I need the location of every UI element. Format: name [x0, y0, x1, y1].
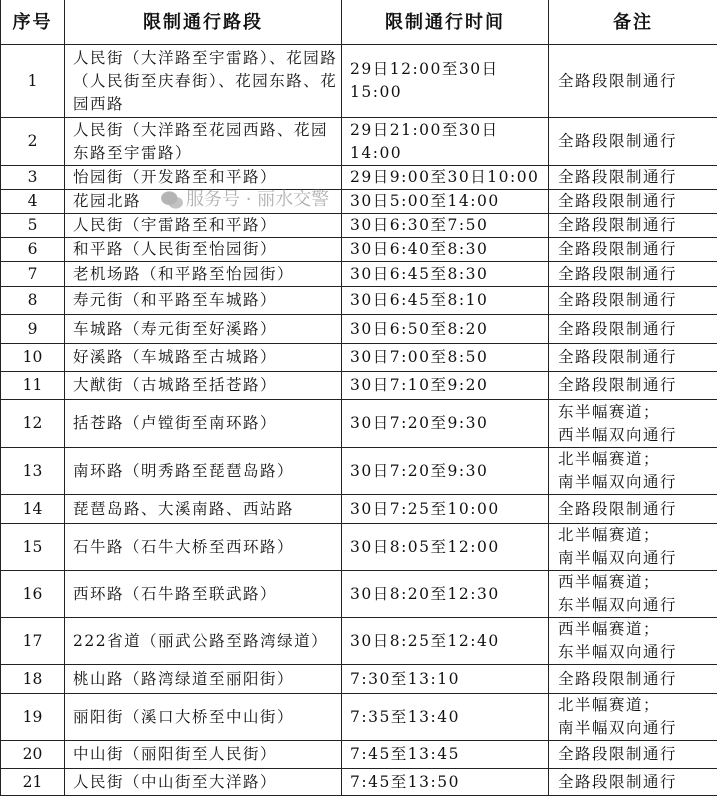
table-row [1, 448, 717, 495]
note-cell [549, 372, 717, 400]
table-row [1, 238, 717, 262]
row-number: 1 [1, 45, 65, 118]
table-row [1, 400, 717, 448]
note-cell [549, 665, 717, 694]
restriction-time: 29日12:00至30日15:00 [342, 45, 549, 118]
table-row [1, 118, 717, 166]
note-line: 东半幅双向通行 [558, 594, 717, 617]
note-line: 南半幅双向通行 [558, 547, 717, 570]
note-line: 西半幅赛道； [558, 618, 717, 641]
note-line: 全路段限制通行 [558, 771, 717, 794]
table-row [1, 571, 717, 618]
header-road: 限制通行路段 [65, 0, 342, 45]
table-row [1, 45, 717, 118]
note-line: 全路段限制通行 [558, 743, 717, 766]
restriction-time: 30日7:25至10:00 [342, 495, 549, 524]
table-row [1, 694, 717, 741]
table-row [1, 190, 717, 214]
row-number: 2 [1, 118, 65, 166]
restriction-time: 7:45至13:50 [342, 769, 549, 796]
road-section: 丽阳街（溪口大桥至中山街） [65, 694, 342, 741]
note-line: 东半幅双向通行 [558, 641, 717, 664]
note-line: 全路段限制通行 [558, 318, 717, 341]
table-row [1, 214, 717, 238]
road-section: 花园北路 [65, 190, 342, 214]
row-number: 12 [1, 400, 65, 448]
row-number: 19 [1, 694, 65, 741]
note-cell [549, 262, 717, 287]
note-cell [549, 118, 717, 166]
road-section: 人民街（宇雷路至和平路） [65, 214, 342, 238]
restriction-time: 7:35至13:40 [342, 694, 549, 741]
note-cell [549, 741, 717, 769]
row-number: 11 [1, 372, 65, 400]
row-number: 14 [1, 495, 65, 524]
restriction-time: 30日6:45至8:10 [342, 287, 549, 315]
road-section: 琵琶岛路、大溪南路、西站路 [65, 495, 342, 524]
note-cell [549, 400, 717, 448]
note-cell [549, 524, 717, 571]
note-line: 全路段限制通行 [558, 346, 717, 369]
note-line: 全路段限制通行 [558, 289, 717, 312]
note-line: 西半幅赛道； [558, 571, 717, 594]
road-section: 好溪路（车城路至古城路） [65, 344, 342, 372]
note-cell [549, 214, 717, 238]
row-number: 9 [1, 315, 65, 344]
note-line: 全路段限制通行 [558, 166, 717, 189]
note-cell [549, 190, 717, 214]
restriction-time: 30日7:00至8:50 [342, 344, 549, 372]
header-no: 序号 [1, 0, 65, 45]
note-line: 全路段限制通行 [558, 668, 717, 691]
table-row [1, 262, 717, 287]
note-line: 全路段限制通行 [558, 263, 717, 286]
restriction-time: 7:30至13:10 [342, 665, 549, 694]
restriction-time: 30日8:20至12:30 [342, 571, 549, 618]
note-line: 西半幅双向通行 [558, 424, 717, 447]
note-line: 南半幅双向通行 [558, 717, 717, 740]
note-line: 北半幅赛道； [558, 694, 717, 717]
header-note: 备注 [549, 0, 717, 45]
row-number: 17 [1, 618, 65, 665]
row-number: 21 [1, 769, 65, 796]
row-number: 6 [1, 238, 65, 262]
note-line: 全路段限制通行 [558, 498, 717, 521]
restriction-time: 30日8:05至12:00 [342, 524, 549, 571]
restriction-time: 30日5:00至14:00 [342, 190, 549, 214]
road-section: 车城路（寿元街至好溪路） [65, 315, 342, 344]
row-number: 15 [1, 524, 65, 571]
note-cell [549, 571, 717, 618]
header-time: 限制通行时间 [342, 0, 549, 45]
header-row [1, 0, 717, 45]
restriction-time: 29日21:00至30日14:00 [342, 118, 549, 166]
row-number: 10 [1, 344, 65, 372]
road-section: 中山街（丽阳街至人民街） [65, 741, 342, 769]
road-section: 怡园街（开发路至和平路） [65, 166, 342, 190]
road-section: 括苍路（卢镗街至南环路） [65, 400, 342, 448]
note-cell [549, 448, 717, 495]
table-row [1, 769, 717, 796]
note-line: 全路段限制通行 [558, 190, 717, 213]
row-number: 4 [1, 190, 65, 214]
restriction-time: 30日7:20至9:30 [342, 400, 549, 448]
road-section: 人民街（大洋路至花园西路、花园东路至宇雷路） [65, 118, 342, 166]
note-cell [549, 45, 717, 118]
note-line: 北半幅赛道； [558, 524, 717, 547]
note-line: 全路段限制通行 [558, 374, 717, 397]
row-number: 5 [1, 214, 65, 238]
road-section: 桃山路（路湾绿道至丽阳街） [65, 665, 342, 694]
note-cell [549, 769, 717, 796]
table-row [1, 287, 717, 315]
row-number: 20 [1, 741, 65, 769]
restriction-time: 30日7:20至9:30 [342, 448, 549, 495]
table-row [1, 315, 717, 344]
row-number: 8 [1, 287, 65, 315]
table-row [1, 665, 717, 694]
road-section: 寿元街（和平路至车城路） [65, 287, 342, 315]
table-row [1, 344, 717, 372]
watermark-text: 服务号 · 丽水交警 [186, 189, 329, 211]
note-line: 北半幅赛道； [558, 448, 717, 471]
restriction-time: 30日6:50至8:20 [342, 315, 549, 344]
table-row [1, 524, 717, 571]
row-number: 16 [1, 571, 65, 618]
note-line: 南半幅双向通行 [558, 471, 717, 494]
note-cell [549, 344, 717, 372]
table-row [1, 618, 717, 665]
road-section: 和平路（人民街至怡园街） [65, 238, 342, 262]
road-section: 石牛路（石牛大桥至西环路） [65, 524, 342, 571]
restriction-time: 30日6:45至8:30 [342, 262, 549, 287]
note-cell [549, 287, 717, 315]
note-cell [549, 495, 717, 524]
note-cell [549, 315, 717, 344]
note-cell [549, 694, 717, 741]
note-line: 全路段限制通行 [558, 70, 717, 93]
table-row [1, 495, 717, 524]
row-number: 7 [1, 262, 65, 287]
note-cell [549, 238, 717, 262]
road-section: 老机场路（和平路至怡园街） [65, 262, 342, 287]
restriction-time: 7:45至13:45 [342, 741, 549, 769]
note-line: 全路段限制通行 [558, 214, 717, 237]
table-row [1, 166, 717, 190]
note-line: 东半幅赛道； [558, 401, 717, 424]
road-section: 大猷街（古城路至括苍路） [65, 372, 342, 400]
table-row [1, 741, 717, 769]
restriction-time: 30日8:25至12:40 [342, 618, 549, 665]
row-number: 18 [1, 665, 65, 694]
restriction-time: 30日6:40至8:30 [342, 238, 549, 262]
note-line: 全路段限制通行 [558, 130, 717, 153]
road-section: 222省道（丽武公路至路湾绿道） [65, 618, 342, 665]
table-row [1, 372, 717, 400]
restriction-time: 30日6:30至7:50 [342, 214, 549, 238]
note-cell [549, 618, 717, 665]
note-line: 全路段限制通行 [558, 238, 717, 261]
road-section: 人民街（中山街至大洋路） [65, 769, 342, 796]
road-section: 西环路（石牛路至联武路） [65, 571, 342, 618]
row-number: 3 [1, 166, 65, 190]
note-cell [549, 166, 717, 190]
row-number: 13 [1, 448, 65, 495]
restriction-time: 30日7:10至9:20 [342, 372, 549, 400]
road-section: 南环路（明秀路至琵琶岛路） [65, 448, 342, 495]
road-section: 人民街（大洋路至宇雷路）、花园路（人民街至庆春街）、花园东路、花园西路 [65, 45, 342, 118]
restriction-time: 29日9:00至30日10:00 [342, 166, 549, 190]
